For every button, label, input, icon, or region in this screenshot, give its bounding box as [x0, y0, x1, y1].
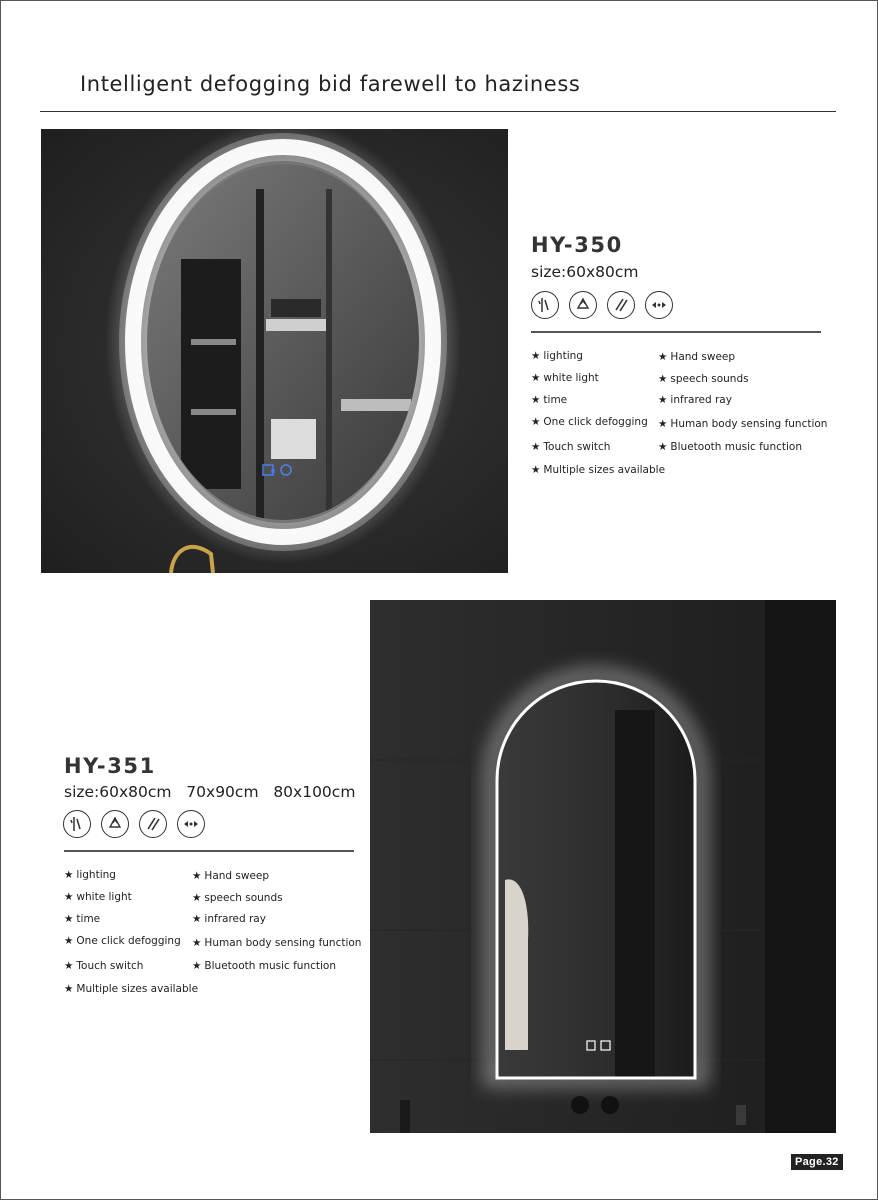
feature-item: ★ Human body sensing function: [192, 937, 362, 949]
feature-item: ★ time: [64, 913, 101, 925]
feature-item: ★ lighting: [531, 350, 583, 362]
feature-item: ★ Touch switch: [531, 441, 611, 453]
model-hy-351: HY-351: [64, 754, 156, 778]
feature-item: ★ lighting: [64, 869, 116, 881]
arch-mirror-illustration: [370, 600, 836, 1133]
page-number-badge: Page.32: [791, 1154, 843, 1170]
feature-item: ★ Multiple sizes available: [531, 464, 666, 476]
feature-item: ★ white light: [531, 372, 599, 384]
function-icons-hy-350: [531, 291, 673, 319]
feature-item: ★ One click defogging: [531, 416, 648, 428]
feature-item: ★ Hand sweep: [658, 351, 736, 363]
feature-item: ★ Multiple sizes available: [64, 983, 199, 995]
hand-sweep-icon: [531, 291, 559, 319]
feature-item: ★ Bluetooth music function: [192, 960, 337, 972]
size-hy-351: size:60x80cm 70x90cm 80x100cm: [64, 783, 356, 801]
toggle-arrows-icon: [177, 810, 205, 838]
oval-mirror-photo: [41, 129, 508, 573]
feature-item: ★ time: [531, 394, 568, 406]
model-hy-350: HY-350: [531, 233, 623, 257]
feature-item: ★ Hand sweep: [192, 870, 270, 882]
feature-item: ★ speech sounds: [192, 892, 283, 904]
defog-icon: [139, 810, 167, 838]
feature-item: ★ One click defogging: [64, 935, 181, 947]
feature-item: ★ Touch switch: [64, 960, 144, 972]
recycle-icon: [569, 291, 597, 319]
headline-divider: [40, 111, 836, 112]
feature-item: ★ infrared ray: [658, 394, 732, 406]
size-hy-350: size:60x80cm: [531, 263, 639, 281]
feature-item: ★ infrared ray: [192, 913, 266, 925]
arch-mirror-photo: [370, 600, 836, 1133]
feature-item: ★ speech sounds: [658, 373, 749, 385]
feature-item: ★ white light: [64, 891, 132, 903]
hand-sweep-icon: [63, 810, 91, 838]
feature-item: ★ Human body sensing function: [658, 418, 828, 430]
oval-mirror-illustration: [41, 129, 508, 573]
function-icons-hy-351: [63, 810, 205, 838]
recycle-icon: [101, 810, 129, 838]
page-headline: Intelligent defogging bid farewell to haziness: [80, 72, 581, 96]
divider-hy-351: [64, 850, 354, 852]
defog-icon: [607, 291, 635, 319]
toggle-arrows-icon: [645, 291, 673, 319]
divider-hy-350: [531, 331, 821, 333]
feature-item: ★ Bluetooth music function: [658, 441, 803, 453]
